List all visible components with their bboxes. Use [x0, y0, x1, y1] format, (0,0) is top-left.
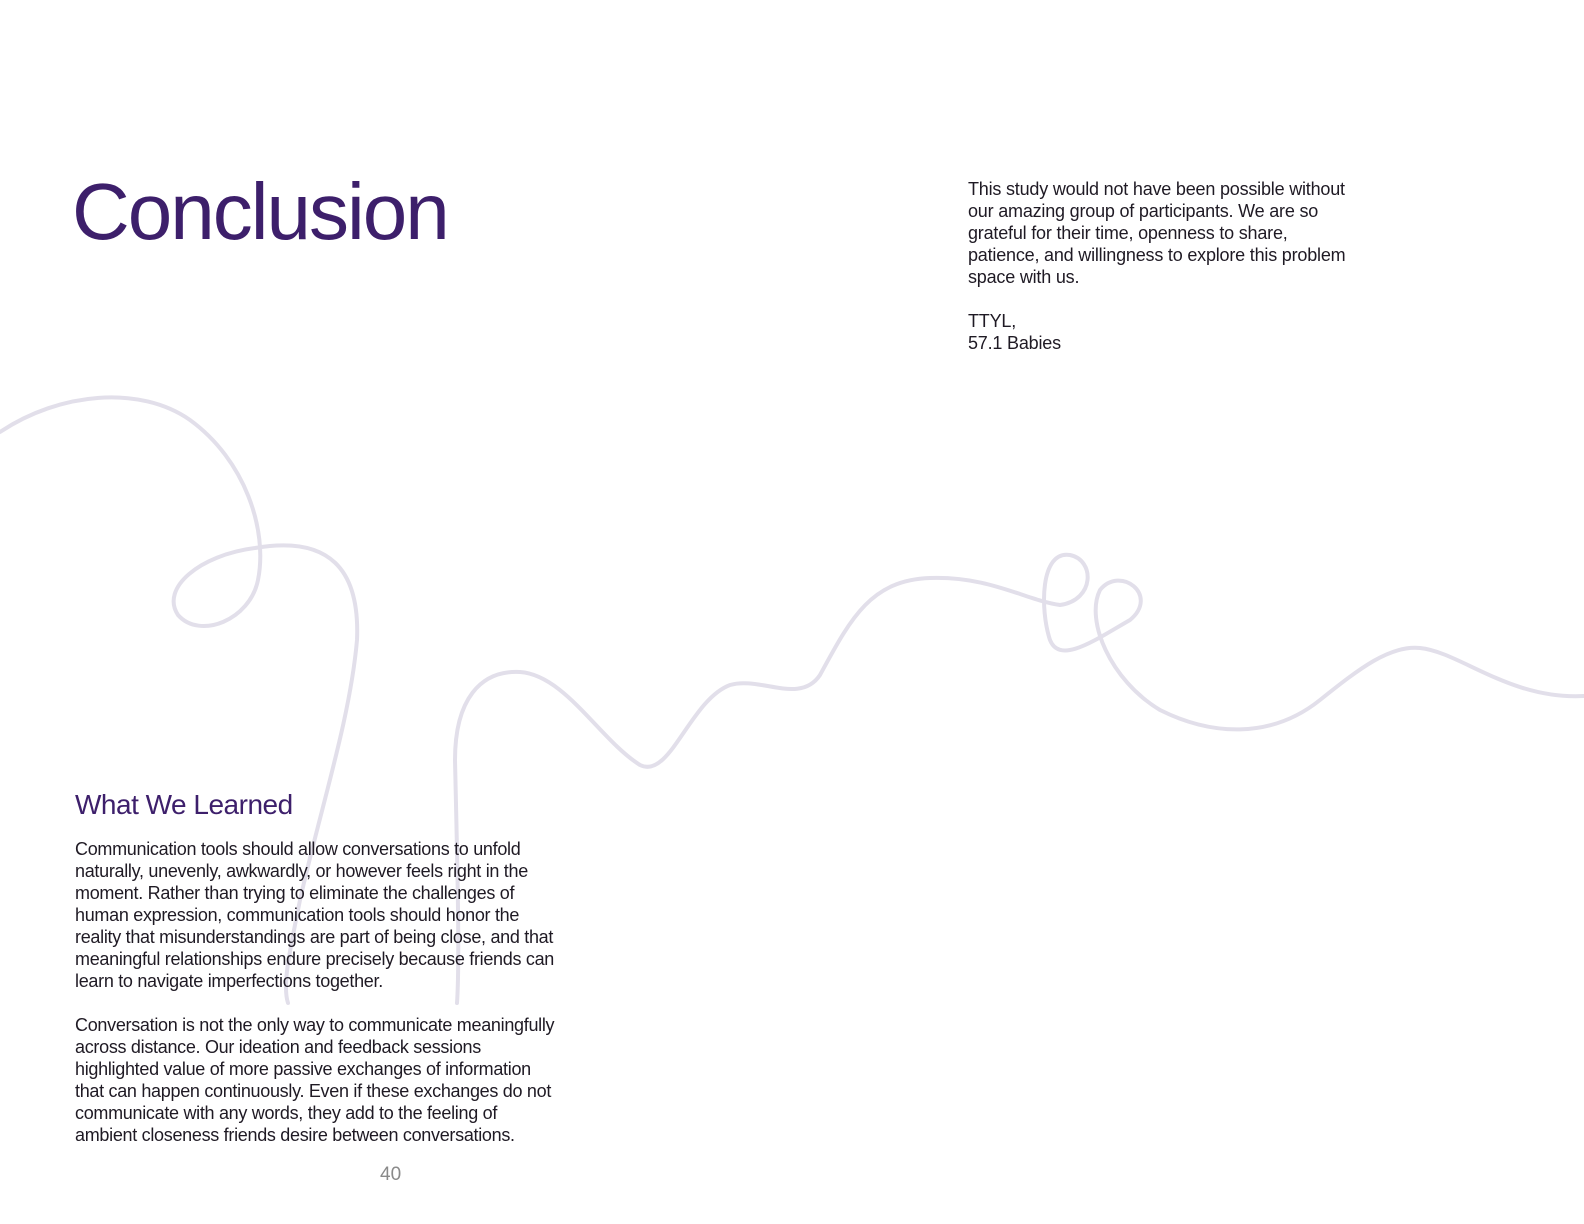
section-heading: What We Learned: [75, 789, 293, 820]
what-we-learned-section: [75, 786, 560, 1168]
learned-paragraph-2: Conversation is not the only way to communicate meaningfully across distance. Our ideation and feedback sessions highlighted value of more passive exchanges of information that can happen continuously. Even if these exchanges do not communicate with any words, they add to the feeling of ambient closeness friends desire between conversations.: [75, 1015, 555, 1145]
acknowledgement-text: This study would not have been possible without our amazing group of participants. We are so grateful for their time, openness to share, patience, and willingness to explore this problem space with us.: [968, 179, 1346, 287]
acknowledgement-block: [968, 178, 1358, 354]
signoff-line-1: TTYL,: [968, 311, 1017, 331]
signoff-line-2: 57.1 Babies: [968, 333, 1061, 353]
learned-paragraph-1: Communication tools should allow conversations to unfold naturally, unevenly, awkwardly, or however feels right in the moment. Rather than trying to eliminate the challenges of human expression, communication tools should honor the reality that misunderstandings are part of being close, and that meaningful relationships endure precisely because friends can learn to navigate imperfections together.: [75, 839, 554, 991]
page-number: 40: [380, 1164, 402, 1185]
page-title: Conclusion: [72, 167, 448, 256]
